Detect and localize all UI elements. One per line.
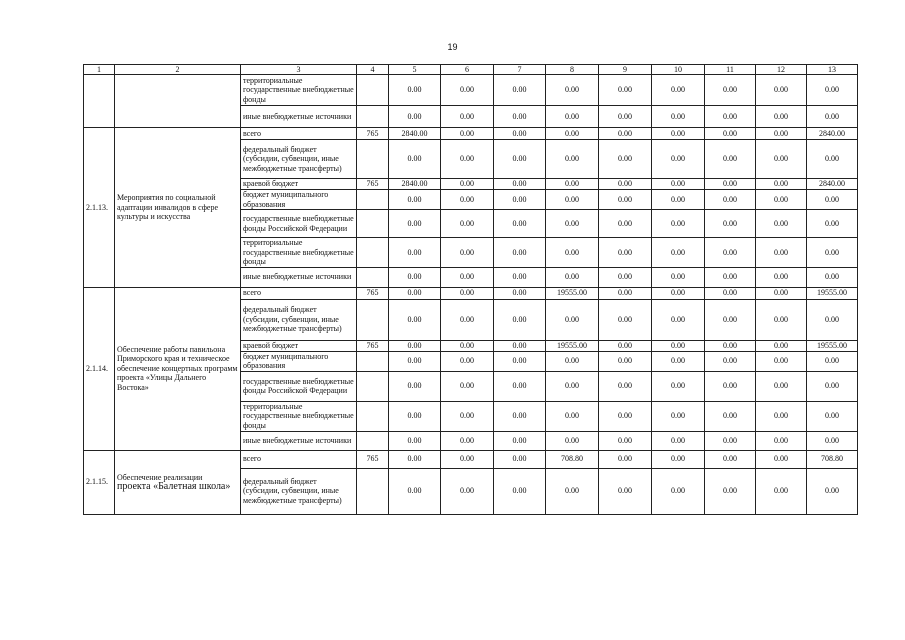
amount-cell: 0.00 <box>652 238 705 268</box>
amount-cell: 0.00 <box>807 140 858 179</box>
amount-cell: 0.00 <box>599 287 652 299</box>
amount-cell: 0.00 <box>546 351 599 371</box>
funding-source: бюджет муниципального образования <box>241 351 357 371</box>
amount-cell: 0.00 <box>441 340 494 351</box>
amount-cell: 0.00 <box>599 238 652 268</box>
budget-code: 765 <box>357 340 389 351</box>
amount-cell: 0.00 <box>389 431 441 450</box>
amount-cell: 0.00 <box>494 340 546 351</box>
column-number-6: 6 <box>441 65 494 75</box>
amount-cell: 0.00 <box>705 190 756 210</box>
amount-cell: 0.00 <box>441 75 494 106</box>
amount-cell: 2840.00 <box>389 179 441 190</box>
amount-cell: 0.00 <box>441 179 494 190</box>
amount-cell: 0.00 <box>494 299 546 340</box>
amount-cell: 0.00 <box>756 210 807 238</box>
amount-cell: 0.00 <box>599 468 652 514</box>
amount-cell: 0.00 <box>599 299 652 340</box>
amount-cell: 0.00 <box>705 401 756 431</box>
amount-cell: 0.00 <box>807 371 858 401</box>
amount-cell: 0.00 <box>599 210 652 238</box>
amount-cell: 0.00 <box>705 106 756 128</box>
budget-code <box>357 299 389 340</box>
amount-cell: 0.00 <box>599 140 652 179</box>
amount-cell: 0.00 <box>389 450 441 468</box>
funding-source: государственные внебюджетные фонды Российской Федерации <box>241 371 357 401</box>
column-number-5: 5 <box>389 65 441 75</box>
amount-cell: 0.00 <box>546 431 599 450</box>
funding-source: всего <box>241 287 357 299</box>
amount-cell: 0.00 <box>389 351 441 371</box>
amount-cell: 0.00 <box>807 75 858 106</box>
amount-cell: 0.00 <box>389 190 441 210</box>
amount-cell: 0.00 <box>756 238 807 268</box>
budget-table <box>83 64 858 515</box>
amount-cell: 0.00 <box>494 371 546 401</box>
amount-cell: 19555.00 <box>546 340 599 351</box>
amount-cell: 0.00 <box>441 140 494 179</box>
amount-cell: 0.00 <box>494 468 546 514</box>
amount-cell: 0.00 <box>494 140 546 179</box>
amount-cell: 0.00 <box>441 431 494 450</box>
amount-cell: 0.00 <box>599 179 652 190</box>
budget-code <box>357 371 389 401</box>
amount-cell: 0.00 <box>756 75 807 106</box>
amount-cell: 0.00 <box>441 468 494 514</box>
amount-cell: 0.00 <box>441 267 494 287</box>
budget-code: 765 <box>357 128 389 140</box>
amount-cell: 0.00 <box>652 340 705 351</box>
amount-cell: 0.00 <box>441 287 494 299</box>
amount-cell: 0.00 <box>807 106 858 128</box>
amount-cell: 0.00 <box>599 340 652 351</box>
amount-cell: 0.00 <box>546 106 599 128</box>
amount-cell: 0.00 <box>652 287 705 299</box>
amount-cell: 0.00 <box>756 128 807 140</box>
amount-cell: 0.00 <box>546 140 599 179</box>
budget-code <box>357 75 389 106</box>
amount-cell: 0.00 <box>756 179 807 190</box>
amount-cell: 0.00 <box>599 401 652 431</box>
budget-code <box>357 238 389 268</box>
column-number-1: 1 <box>84 65 115 75</box>
funding-source: федеральный бюджет (субсидии, субвенции, иные межбюджетные трансферты) <box>241 468 357 514</box>
amount-cell: 0.00 <box>652 371 705 401</box>
funding-source: федеральный бюджет (субсидии, субвенции, иные межбюджетные трансферты) <box>241 140 357 179</box>
amount-cell: 0.00 <box>494 238 546 268</box>
amount-cell: 0.00 <box>494 351 546 371</box>
amount-cell: 0.00 <box>546 190 599 210</box>
amount-cell: 0.00 <box>705 468 756 514</box>
amount-cell: 0.00 <box>389 468 441 514</box>
budget-code <box>357 468 389 514</box>
amount-cell: 0.00 <box>756 287 807 299</box>
amount-cell: 0.00 <box>494 287 546 299</box>
item-number: 2.1.14. <box>84 287 115 450</box>
table-row <box>84 75 858 106</box>
amount-cell: 0.00 <box>494 210 546 238</box>
amount-cell: 0.00 <box>389 340 441 351</box>
amount-cell: 0.00 <box>546 267 599 287</box>
amount-cell: 0.00 <box>441 371 494 401</box>
column-number-12: 12 <box>756 65 807 75</box>
column-number-13: 13 <box>807 65 858 75</box>
amount-cell: 0.00 <box>807 351 858 371</box>
amount-cell: 0.00 <box>599 431 652 450</box>
amount-cell: 0.00 <box>705 351 756 371</box>
item-name: Обеспечение работы павильона Приморского края и техническое обеспечение концертных программ проекта «Улицы Дальнего Востока» <box>115 287 241 450</box>
item-name <box>115 450 241 514</box>
amount-cell: 0.00 <box>705 299 756 340</box>
budget-code <box>357 140 389 179</box>
amount-cell: 0.00 <box>652 450 705 468</box>
amount-cell: 0.00 <box>546 75 599 106</box>
amount-cell: 19555.00 <box>807 340 858 351</box>
amount-cell: 0.00 <box>494 450 546 468</box>
amount-cell: 0.00 <box>599 190 652 210</box>
amount-cell: 0.00 <box>652 75 705 106</box>
budget-code <box>357 351 389 371</box>
amount-cell: 0.00 <box>652 210 705 238</box>
amount-cell: 0.00 <box>441 401 494 431</box>
amount-cell: 0.00 <box>389 210 441 238</box>
budget-code: 765 <box>357 179 389 190</box>
column-number-row <box>84 65 858 75</box>
funding-source: территориальные государственные внебюджетные фонды <box>241 238 357 268</box>
amount-cell: 0.00 <box>546 210 599 238</box>
amount-cell: 2840.00 <box>807 128 858 140</box>
amount-cell: 0.00 <box>807 468 858 514</box>
amount-cell: 0.00 <box>705 450 756 468</box>
amount-cell: 0.00 <box>389 140 441 179</box>
budget-code <box>357 106 389 128</box>
amount-cell: 0.00 <box>389 371 441 401</box>
amount-cell: 0.00 <box>441 106 494 128</box>
amount-cell: 708.80 <box>546 450 599 468</box>
funding-source: бюджет муниципального образования <box>241 190 357 210</box>
funding-source: территориальные государственные внебюджетные фонды <box>241 75 357 106</box>
amount-cell: 0.00 <box>652 267 705 287</box>
amount-cell: 0.00 <box>494 267 546 287</box>
amount-cell: 0.00 <box>807 401 858 431</box>
amount-cell: 0.00 <box>807 190 858 210</box>
amount-cell: 0.00 <box>756 401 807 431</box>
amount-cell: 0.00 <box>441 351 494 371</box>
budget-code: 765 <box>357 287 389 299</box>
amount-cell: 0.00 <box>389 106 441 128</box>
page-number: 19 <box>447 42 458 52</box>
amount-cell: 0.00 <box>494 431 546 450</box>
amount-cell: 0.00 <box>756 450 807 468</box>
amount-cell: 19555.00 <box>807 287 858 299</box>
amount-cell: 0.00 <box>652 299 705 340</box>
amount-cell: 0.00 <box>652 190 705 210</box>
amount-cell: 0.00 <box>389 401 441 431</box>
amount-cell: 0.00 <box>599 128 652 140</box>
column-number-2: 2 <box>115 65 241 75</box>
amount-cell: 0.00 <box>441 190 494 210</box>
amount-cell: 0.00 <box>807 267 858 287</box>
amount-cell: 0.00 <box>705 75 756 106</box>
amount-cell: 0.00 <box>389 75 441 106</box>
amount-cell: 0.00 <box>705 140 756 179</box>
amount-cell: 0.00 <box>494 190 546 210</box>
table-row <box>84 128 858 140</box>
funding-source: всего <box>241 450 357 468</box>
amount-cell: 0.00 <box>652 128 705 140</box>
amount-cell: 0.00 <box>494 401 546 431</box>
amount-cell: 0.00 <box>494 75 546 106</box>
amount-cell: 0.00 <box>705 238 756 268</box>
amount-cell: 0.00 <box>705 371 756 401</box>
amount-cell: 0.00 <box>705 128 756 140</box>
amount-cell: 0.00 <box>599 75 652 106</box>
amount-cell: 0.00 <box>546 371 599 401</box>
amount-cell: 0.00 <box>807 238 858 268</box>
amount-cell: 0.00 <box>494 179 546 190</box>
amount-cell: 0.00 <box>807 299 858 340</box>
amount-cell: 0.00 <box>652 351 705 371</box>
funding-source: иные внебюджетные источники <box>241 267 357 287</box>
amount-cell: 0.00 <box>807 431 858 450</box>
item-number: 2.1.15. <box>84 450 115 514</box>
amount-cell: 0.00 <box>546 238 599 268</box>
funding-source: краевой бюджет <box>241 179 357 190</box>
item-name-line: Обеспечение реализации <box>117 472 203 482</box>
amount-cell: 2840.00 <box>807 179 858 190</box>
amount-cell: 0.00 <box>652 468 705 514</box>
amount-cell: 0.00 <box>599 351 652 371</box>
funding-source: иные внебюджетные источники <box>241 431 357 450</box>
amount-cell: 0.00 <box>756 431 807 450</box>
amount-cell: 2840.00 <box>389 128 441 140</box>
item-name <box>115 75 241 128</box>
funding-source: краевой бюджет <box>241 340 357 351</box>
amount-cell: 0.00 <box>756 267 807 287</box>
funding-source: государственные внебюджетные фонды Российской Федерации <box>241 210 357 238</box>
budget-code: 765 <box>357 450 389 468</box>
amount-cell: 0.00 <box>389 238 441 268</box>
item-number <box>84 75 115 128</box>
amount-cell: 0.00 <box>546 401 599 431</box>
table-row <box>84 287 858 299</box>
amount-cell: 0.00 <box>599 371 652 401</box>
budget-code <box>357 401 389 431</box>
amount-cell: 0.00 <box>705 210 756 238</box>
amount-cell: 0.00 <box>756 371 807 401</box>
amount-cell: 0.00 <box>441 210 494 238</box>
amount-cell: 0.00 <box>599 106 652 128</box>
column-number-9: 9 <box>599 65 652 75</box>
funding-source: иные внебюджетные источники <box>241 106 357 128</box>
budget-code <box>357 431 389 450</box>
amount-cell: 0.00 <box>546 128 599 140</box>
funding-source: территориальные государственные внебюджетные фонды <box>241 401 357 431</box>
amount-cell: 0.00 <box>756 140 807 179</box>
amount-cell: 708.80 <box>807 450 858 468</box>
item-name-line: проекта «Балетная школа» <box>117 481 231 492</box>
amount-cell: 0.00 <box>756 340 807 351</box>
amount-cell: 0.00 <box>756 351 807 371</box>
amount-cell: 0.00 <box>756 106 807 128</box>
column-number-10: 10 <box>652 65 705 75</box>
amount-cell: 0.00 <box>389 299 441 340</box>
column-number-4: 4 <box>357 65 389 75</box>
column-number-3: 3 <box>241 65 357 75</box>
amount-cell: 0.00 <box>441 238 494 268</box>
amount-cell: 0.00 <box>652 106 705 128</box>
funding-source: федеральный бюджет (субсидии, субвенции, иные межбюджетные трансферты) <box>241 299 357 340</box>
amount-cell: 0.00 <box>494 106 546 128</box>
item-number: 2.1.13. <box>84 128 115 288</box>
funding-source: всего <box>241 128 357 140</box>
budget-code <box>357 190 389 210</box>
amount-cell: 0.00 <box>546 299 599 340</box>
amount-cell: 0.00 <box>807 210 858 238</box>
column-number-7: 7 <box>494 65 546 75</box>
item-name: Мероприятия по социальной адаптации инвалидов в сфере культуры и искусства <box>115 128 241 288</box>
column-number-8: 8 <box>546 65 599 75</box>
amount-cell: 19555.00 <box>546 287 599 299</box>
amount-cell: 0.00 <box>599 450 652 468</box>
amount-cell: 0.00 <box>441 450 494 468</box>
amount-cell: 0.00 <box>546 179 599 190</box>
amount-cell: 0.00 <box>599 267 652 287</box>
amount-cell: 0.00 <box>705 340 756 351</box>
budget-code <box>357 267 389 287</box>
amount-cell: 0.00 <box>756 468 807 514</box>
amount-cell: 0.00 <box>652 401 705 431</box>
amount-cell: 0.00 <box>441 299 494 340</box>
amount-cell: 0.00 <box>389 267 441 287</box>
amount-cell: 0.00 <box>756 190 807 210</box>
amount-cell: 0.00 <box>756 299 807 340</box>
amount-cell: 0.00 <box>705 179 756 190</box>
budget-code <box>357 210 389 238</box>
amount-cell: 0.00 <box>652 431 705 450</box>
amount-cell: 0.00 <box>389 287 441 299</box>
amount-cell: 0.00 <box>546 468 599 514</box>
amount-cell: 0.00 <box>652 140 705 179</box>
amount-cell: 0.00 <box>494 128 546 140</box>
amount-cell: 0.00 <box>705 287 756 299</box>
column-number-11: 11 <box>705 65 756 75</box>
amount-cell: 0.00 <box>705 267 756 287</box>
amount-cell: 0.00 <box>705 431 756 450</box>
amount-cell: 0.00 <box>652 179 705 190</box>
table-row <box>84 450 858 468</box>
amount-cell: 0.00 <box>441 128 494 140</box>
